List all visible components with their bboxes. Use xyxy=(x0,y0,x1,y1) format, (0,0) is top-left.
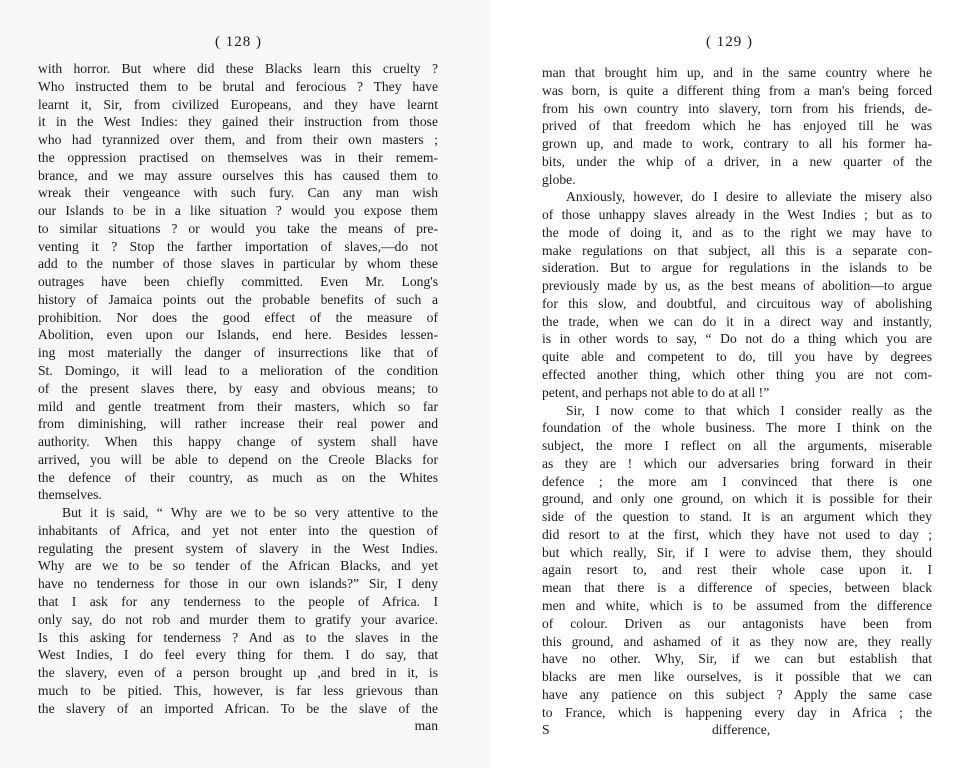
text-line: only say, do not rob and murder them to gratify your avarice. xyxy=(38,611,438,627)
text-line: the slavery of an imported African. To be the slave of the xyxy=(38,700,438,716)
text-line: for this slow, and doubtful, and circuitous way of abolishing xyxy=(542,295,932,311)
text-line: side of the question to stand. It is an argument which they xyxy=(542,509,932,525)
text-line: much to be pitied. This, however, is far less grievous than xyxy=(38,682,438,698)
text-line: again resort to, and rest their whole case upon it. I xyxy=(542,562,932,578)
text-line: Is this asking for tenderness ? And as to the slaves in the xyxy=(38,629,438,645)
text-line: to similar situations ? or would you take the means of pre- xyxy=(38,220,438,236)
text-line: ing most materially the danger of insurrections like that of xyxy=(38,345,438,361)
text-line: as they are ! which our adversaries bring forward in their xyxy=(542,455,932,471)
text-line: to France, which is happening every day in Africa ; the xyxy=(542,704,932,720)
text-line: venting it ? Stop the farther importation of slaves,—do not xyxy=(38,238,438,254)
text-line: the mode of doing it, and as to the right we may have to xyxy=(542,224,932,240)
text-line: is in other words to say, “ Do not do a thing which you are xyxy=(542,331,932,347)
text-line: Why are we to be so tender of the African Blacks, and yet xyxy=(38,558,438,574)
text-line: of the present slaves there, by easy and obvious means; to xyxy=(38,380,438,396)
text-line: mild and gentle treatment from their masters, which so far xyxy=(38,398,438,414)
text-line: from diminishing, will rather increase their real power and xyxy=(38,416,438,432)
text-line: blacks are men like ourselves, is it possible that we can xyxy=(542,669,932,685)
right-text-block xyxy=(542,64,932,739)
text-line: have no tenderness for those in our own islands?” Sir, I deny xyxy=(38,576,438,592)
text-line: West Indies, I do feel every thing for them. I do say, that xyxy=(38,647,438,663)
text-line: this ground, and ashamed of it as they now are, they really xyxy=(542,633,932,649)
text-line: prived of that freedom which he has enjoyed till he was xyxy=(542,118,932,134)
text-line: the slavery, even of a person brought up ,and bred in it, is xyxy=(38,665,438,681)
text-line: St. Domingo, it will lead to a melioration of the condition xyxy=(38,363,438,379)
text-line: have no other. Why, Sir, if we can but establish that xyxy=(542,651,932,667)
text-line: Anxiously, however, do I desire to alleviate the misery also xyxy=(566,189,932,205)
text-line: history of Jamaica points out the probable benefits of such a xyxy=(38,291,438,307)
text-line: defence ; the more am I convinced that there is one xyxy=(542,473,932,489)
signature-mark: S xyxy=(542,722,550,738)
text-line: arrived, you will be able to depend on the Creole Blacks for xyxy=(38,451,438,467)
text-line: but which really, Sir, if I were to advise them, they should xyxy=(542,544,932,560)
text-line: did resort to at the first, which they have not used to day ; xyxy=(542,526,932,542)
text-line: that I ask for any tenderness to the people of Africa. I xyxy=(38,593,438,609)
text-line: brance, and we may assure ourselves this has caused them to xyxy=(38,167,438,183)
signature-line xyxy=(542,721,932,739)
text-line: of those unhappy slaves already in the West Indies ; but as to xyxy=(542,207,932,223)
text-line: the trade, when we can do it in a direct way and instantly, xyxy=(542,313,932,329)
text-line: authority. When this happy change of system shall have xyxy=(38,434,438,450)
text-line: inhabitants of Africa, and yet not enter into the question of xyxy=(38,522,438,538)
text-line: regulating the present system of slavery in the West Indies. xyxy=(38,540,438,556)
text-line: But it is said, “ Why are we to be so very attentive to the xyxy=(62,505,438,521)
text-line: prohibition. Nor does the good effect of the measure of xyxy=(38,309,438,325)
text-line: petent, and perhaps not able to do at all !” xyxy=(542,384,770,400)
text-line: mean that there is a difference of species, between black xyxy=(542,580,932,596)
text-line: effected another thing, which other thing you are not com- xyxy=(542,367,932,383)
text-line: make regulations on that subject, all this is a separate con- xyxy=(542,242,932,258)
page-number-left: ( 128 ) xyxy=(215,34,262,50)
text-line: themselves. xyxy=(38,487,102,503)
text-line: Who instructed them to be brutal and ferocious ? They have xyxy=(38,78,438,94)
text-line: from his own country into slavery, torn from his friends, de- xyxy=(542,100,932,116)
text-line: our Islands to be in a like situation ? would you expose them xyxy=(38,203,438,219)
text-line: subject, the more I reflect on all the arguments, miserable xyxy=(542,438,932,454)
catchword: man xyxy=(414,718,438,734)
text-line: Sir, I now come to that which I consider really as the xyxy=(566,402,932,418)
text-line: sideration. But to argue for regulations in the islands to be xyxy=(542,260,932,276)
text-line: the oppression practised on themselves was in their remem- xyxy=(38,149,438,165)
right-page xyxy=(490,0,980,768)
text-line: it in the West Indies: they gained their instruction from those xyxy=(38,114,438,130)
page-number-right: ( 129 ) xyxy=(706,34,753,50)
text-line: grown up, and made to work, contrary to all his former ha- xyxy=(542,136,932,152)
text-line: ground, and only one ground, on which it is possible for their xyxy=(542,491,932,507)
text-line: bits, under the whip of a driver, in a new quarter of the xyxy=(542,153,932,169)
text-line: who had tyrannized over them, and from their own masters ; xyxy=(38,132,438,148)
text-line: foundation of the whole business. The more I think on the xyxy=(542,420,932,436)
catchword: difference, xyxy=(712,722,771,738)
text-line: previously made by us, as the best means of abolition—to argue xyxy=(542,278,932,294)
text-line: wreak their vengeance with such fury. Can any man wish xyxy=(38,185,438,201)
left-text-block xyxy=(38,60,438,735)
text-line: men and white, which is to be assumed from the difference xyxy=(542,597,932,613)
text-line: with horror. But where did these Blacks learn this cruelty ? xyxy=(38,61,438,76)
text-line: have any patience on this subject ? Apply the same case xyxy=(542,686,932,702)
text-line: Abolition, even upon our Islands, end here. Besides lessen- xyxy=(38,327,438,343)
text-line: globe. xyxy=(542,171,576,187)
text-line: was born, is quite a different thing from a man's being forced xyxy=(542,82,932,98)
text-line: of colour. Driven as our antagonists have been from xyxy=(542,615,932,631)
text-line: outrages have been chiefly committed. Even Mr. Long's xyxy=(38,274,438,290)
text-line: add to the number of those slaves in particular by whom these xyxy=(38,256,438,272)
text-line: learnt it, Sir, from civilized Europeans, and they have learnt xyxy=(38,96,438,112)
text-line: quite able and competent to do, till you have by degrees xyxy=(542,349,932,365)
text-line: man that brought him up, and in the same country where he xyxy=(542,65,932,80)
text-line: the defence of their country, as much as on the Whites xyxy=(38,469,438,485)
